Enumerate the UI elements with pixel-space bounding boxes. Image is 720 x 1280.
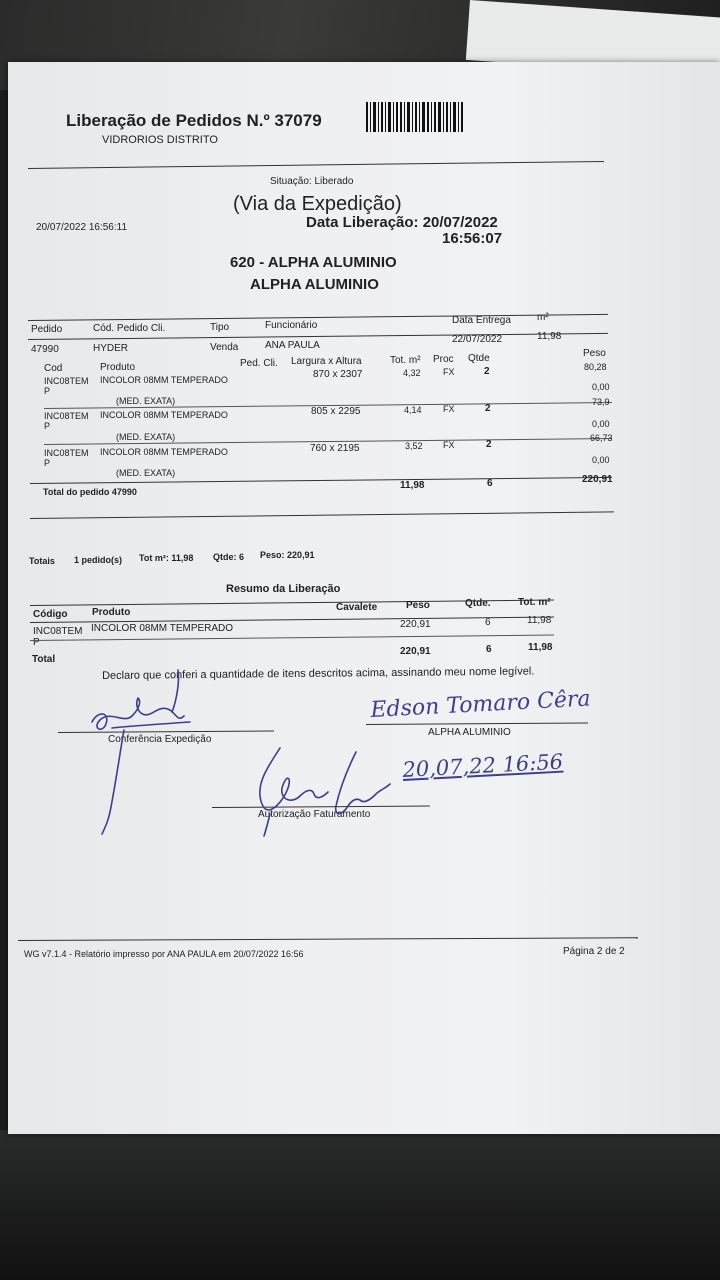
items-col-largura-altura: Largura x Altura [291, 356, 362, 367]
via-label: (Via da Expedição) [233, 193, 402, 215]
item-cod: INC08TEM [44, 448, 89, 458]
summary-tot-m2: 11,98 [527, 615, 552, 626]
items-col-peso: Peso [583, 348, 606, 359]
order-cod-pedido-cli: HYDER [93, 343, 129, 354]
signature-label-conferencia: Conferência Expedição [108, 734, 212, 745]
client-name: ALPHA ALUMINIO [250, 276, 379, 293]
signature-label-client: ALPHA ALUMINIO [428, 727, 511, 738]
signature-conferencia [80, 662, 220, 842]
document-title: Liberação de Pedidos N.º 37079 [66, 111, 322, 130]
declaration-text: Declaro que conferi a quantidade de itens descritos acima, assinando meu nome legível. [101, 665, 535, 682]
order-pedido: 47990 [31, 344, 59, 355]
client-code-name: 620 - ALPHA ALUMINIO [230, 254, 397, 271]
signature-label-autorizacao: Autorização Faturamento [258, 809, 371, 820]
col-cod-pedido-cli: Cód. Pedido Cli. [93, 323, 166, 334]
item-peso-2: 0,00 [592, 455, 610, 465]
order-total-m2: 11,98 [400, 480, 425, 491]
item-peso-2: 0,00 [592, 419, 610, 429]
company-name: VIDRORIOS DISTRITO [102, 134, 218, 146]
item-medida: 870 x 2307 [313, 369, 363, 380]
handwritten-name: Edson Tomaro Cêra [369, 686, 592, 723]
item-obs: (MED. EXATA) [116, 468, 176, 478]
item-qtde: 2 [485, 403, 491, 414]
item-tot-m2: 4,32 [403, 368, 421, 378]
summary-col-produto: Produto [92, 607, 131, 618]
item-cod-suffix: P [44, 421, 51, 431]
item-peso: 73,9 [592, 397, 610, 407]
summary-produto: INCOLOR 08MM TEMPERADO [91, 623, 234, 634]
summary-col-qtde: Qtde. [465, 598, 491, 609]
items-col-produto: Produto [100, 362, 136, 373]
background-bottom [0, 1130, 720, 1280]
summary-codigo-suffix: P [33, 637, 40, 648]
order-m2: 11,98 [537, 331, 562, 342]
release-time: 16:56:07 [442, 230, 503, 247]
order-total-qtde: 6 [487, 478, 493, 489]
totals-label: Totais [29, 556, 55, 566]
items-col-cod: Cod [44, 363, 63, 374]
item-proc: FX [443, 404, 455, 414]
summary-qtde: 6 [485, 617, 491, 628]
item-produto: INCOLOR 08MM TEMPERADO [100, 410, 228, 420]
summary-title: Resumo da Liberação [226, 583, 341, 595]
order-data-entrega: 22/07/2022 [452, 334, 503, 345]
item-obs: (MED. EXATA) [116, 432, 176, 442]
summary-total-peso: 220,91 [400, 646, 431, 657]
summary-peso: 220,91 [400, 619, 431, 630]
summary-col-tot-m2: Tot. m² [518, 597, 551, 608]
summary-col-cavalete: Cavalete [336, 602, 378, 613]
item-produto: INCOLOR 08MM TEMPERADO [100, 447, 228, 457]
order-total-peso: 220,91 [582, 474, 613, 485]
summary-col-codigo: Código [33, 609, 68, 620]
totals-m2: Tot m²: 11,98 [139, 553, 194, 563]
col-pedido: Pedido [31, 324, 63, 335]
summary-codigo: INC08TEM [33, 626, 83, 637]
col-funcionario: Funcionário [265, 320, 318, 331]
item-medida: 805 x 2295 [311, 406, 361, 417]
item-proc: FX [443, 440, 455, 450]
summary-total-tot-m2: 11,98 [528, 642, 553, 653]
handwritten-date: 20,07,22 16:56 [401, 749, 564, 782]
item-tot-m2: 3,52 [405, 441, 423, 451]
footer-printed-by: WG v7.1.4 - Relatório impresso por ANA PAULA em 20/07/2022 16:56 [24, 949, 304, 959]
col-tipo: Tipo [210, 322, 230, 333]
item-medida: 760 x 2195 [310, 443, 360, 454]
items-col-ped-cli: Ped. Cli. [240, 358, 278, 369]
item-cod-suffix: P [44, 458, 51, 468]
col-m2: m² [537, 312, 549, 323]
item-peso: 80,28 [584, 362, 607, 372]
item-proc: FX [443, 367, 455, 377]
items-col-tot-m2: Tot. m² [390, 355, 421, 366]
item-cod: INC08TEM [44, 376, 89, 386]
totals-pedidos: 1 pedido(s) [74, 555, 123, 565]
order-funcionario: ANA PAULA [265, 340, 320, 351]
item-obs: (MED. EXATA) [116, 396, 176, 406]
release-date: Data Liberação: 20/07/2022 [306, 214, 498, 231]
item-cod-suffix: P [44, 386, 51, 396]
totals-peso: Peso: 220,91 [260, 550, 315, 560]
item-qtde: 2 [484, 366, 490, 377]
items-col-qtde: Qtde [468, 353, 490, 364]
status-text: Situação: Liberado [270, 176, 354, 187]
signature-autorizacao [240, 744, 400, 840]
item-peso: 66,73 [590, 433, 613, 443]
print-datetime: 20/07/2022 16:56:11 [36, 222, 128, 233]
footer-page-number: Página 2 de 2 [563, 946, 625, 957]
summary-total-qtde: 6 [486, 644, 492, 655]
summary-total-label: Total [32, 654, 56, 665]
col-data-entrega: Data Entrega [452, 315, 511, 326]
summary-col-peso: Peso [406, 600, 430, 611]
item-qtde: 2 [486, 439, 492, 450]
items-col-proc: Proc [433, 354, 454, 365]
item-produto: INCOLOR 08MM TEMPERADO [100, 375, 228, 385]
item-cod: INC08TEM [44, 411, 89, 421]
item-peso-2: 0,00 [592, 382, 610, 392]
totals-qtde: Qtde: 6 [213, 552, 245, 562]
barcode [366, 102, 466, 132]
order-total-label: Total do pedido 47990 [43, 487, 137, 497]
item-tot-m2: 4,14 [404, 405, 422, 415]
order-tipo: Venda [210, 342, 239, 353]
